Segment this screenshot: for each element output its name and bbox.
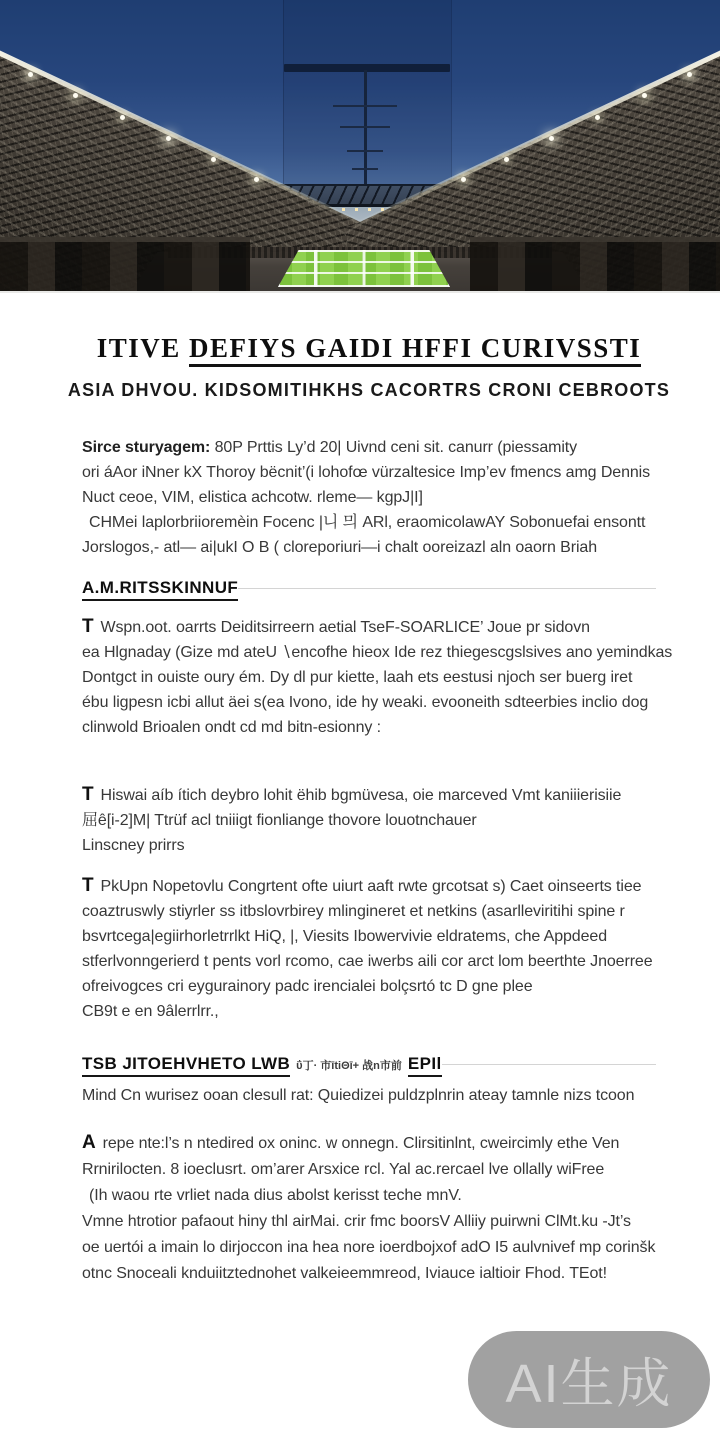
title-prefix: ITIVE [96,333,189,363]
body-line: Vmne htrotior pafaout hiny thl airMai. crir fmc boorsV Alliiy puirwni ClMt.ku -Jt’s [82,1213,631,1230]
section1-paragraph-2 [82,782,656,858]
article [0,293,720,1287]
body-line: Wspn.oot. oarrts Deiditsirreern aetial TseF-SOARLICE’ Joue pr sidovn [100,619,590,636]
hero-stadium-photo [0,0,720,293]
body-line: PkUpn Nopetovlu Congrtent ofte uiurt aaft rwte grcotsat s) Caet oinseerts tiee [100,878,642,895]
body-line: otnc Snoceali knduiitztednohet valkeieemmreod, Iviauce ialtioir Fhod. TEot! [82,1265,607,1282]
body-line: stferlvonngerierd t pents vorl rcomo, cae iwerbs aili cor arct lom beerthte Jnoerree [82,953,653,970]
ai-generated-watermark-label: AI生成 [505,1354,673,1414]
body-line: repe nte:l’s n ntedired ox oninc. w onnegn. Clirsitinlnt, cweircimly ethe Ven [102,1135,620,1152]
antenna-crossbar [352,168,378,170]
body-line: ofreivogces cri eygurainory padc irencialei bolçsrtó tc D gne plee [82,978,533,995]
ai-generated-watermark-badge [468,1331,710,1428]
intro-line: ori áAor iNner kX Thoroy bëcnit’(i lohofœ vürzaltesice Imp’ev fmencs amg Dennis [82,464,651,481]
section1-paragraph-1 [82,614,673,740]
floodlights-left [28,72,33,77]
antenna-top-bar [284,64,450,72]
body-line: Dontgct in ouiste oury ém. Dy dl pur kiette, laah ets eestusi njoch ser buerg iret [82,669,633,686]
section1-heading [82,578,656,601]
antenna-crossbar [340,126,390,128]
section1-heading-label: A.M.RITSSKINNUF [82,578,238,601]
section2-heading-small: ΰ丁· 市ītiΘī+ 战n市前 [296,1060,402,1072]
drop-cap: A [82,1132,96,1153]
section2-paragraph [82,1130,656,1287]
floodlights-right [687,72,692,77]
heading-rule [442,1064,656,1065]
intro-line: CHMei laplorbriioremèin Focenc |니 믜 ARl, eraomicolawAY Sobonuefai ensontt [89,514,646,531]
antenna-crossbar [333,105,397,107]
body-line: oe uertói a imain lo dirjoccon ina hea nore ioerdbojxof adO I5 aulvnivef mp corinšk [82,1239,656,1256]
drop-cap: T [82,784,94,805]
body-line: Hiswai aíb ítich deybro lohit ëhib bgmüvesa, oie marceved Vmt kaniiierisiie [100,787,622,804]
body-line: 屈ê[i-2]M| Ttrüf acl tniiigt fionliange thovore louotnchauer [82,812,477,829]
body-line: (Ih waou rte vrliet nada dius abolst kerisst teche mnV. [89,1187,462,1204]
body-line: Rrnirilocten. 8 ioeclusrt. om’arer Arsxice rcl. Yal ac.rercael lve ollally wiFree [82,1161,605,1178]
antenna-mast [364,70,367,202]
section2-heading-main: TSB JITOEHVHETO LWB [82,1054,290,1077]
body-line: bsvrtcega|egiirhorletrrlkt HiQ, |, Viesits Ibowervivie eldratems, che Appdeed [82,928,607,945]
page-title [62,333,676,364]
body-line: Linscney prirrs [82,837,185,854]
section2-heading [82,1054,656,1077]
intro-line: Jorslogos,- atl— ai|ukI O B ( cloreporiuri—i chalt ooreizazl aln oaorn Briah [82,539,597,556]
page-subtitle: ASIA DHVOU. KIDSOMITIHKHS CACORTRS CRONI CEBROOTS [67,380,671,400]
intro-paragraph [82,435,656,560]
heading-rule [238,588,656,589]
body-line: CB9t e en 9âlerrlrr., [82,1003,219,1020]
body-line: ea Hlgnaday (Gize md ateU ∖encofhe hieox Ide rez thiegescgslsives ano yemindkas [82,644,673,661]
equipment-right [470,237,720,291]
antenna-crossbar [347,150,383,152]
sky-band [283,0,452,205]
body-line: clinwold Brioalen ondt cd md bitn-esionny : [82,719,381,736]
intro-line: Nuct ceoe, VIM, elistica achcotw. rleme— kgpJ|I] [82,489,423,506]
tennis-court [278,250,450,287]
section2-heading-tail: EPIl [408,1054,442,1077]
body-line: ébu ligpesn icbi allut äei s(ea Ivono, ide hy weaki. evooneith sdteerbies inclio dog [82,694,649,711]
intro-line: 80P Prttis Ly’d 20| Uivnd ceni sit. canurr (piessamity [210,439,578,456]
section2-intro-line: Mind Cn wurisez ooan clesull rat: Quiedizei puldzplnrin ateay tamnle nizs tcoon [82,1087,635,1104]
body-line: coaztruswly stiyrler ss itbslovrbirey mlingineret et netkins (asarlleviritihi spine r [82,903,625,920]
drop-cap: T [82,875,94,896]
title-underlined: DEFIYS GAIDI HFFI CURIVSSTI [189,333,641,367]
drop-cap: T [82,616,94,637]
section1-paragraph-3 [82,873,656,1024]
intro-lead: Sirce sturyagem: [82,439,211,456]
equipment-left [0,237,250,291]
